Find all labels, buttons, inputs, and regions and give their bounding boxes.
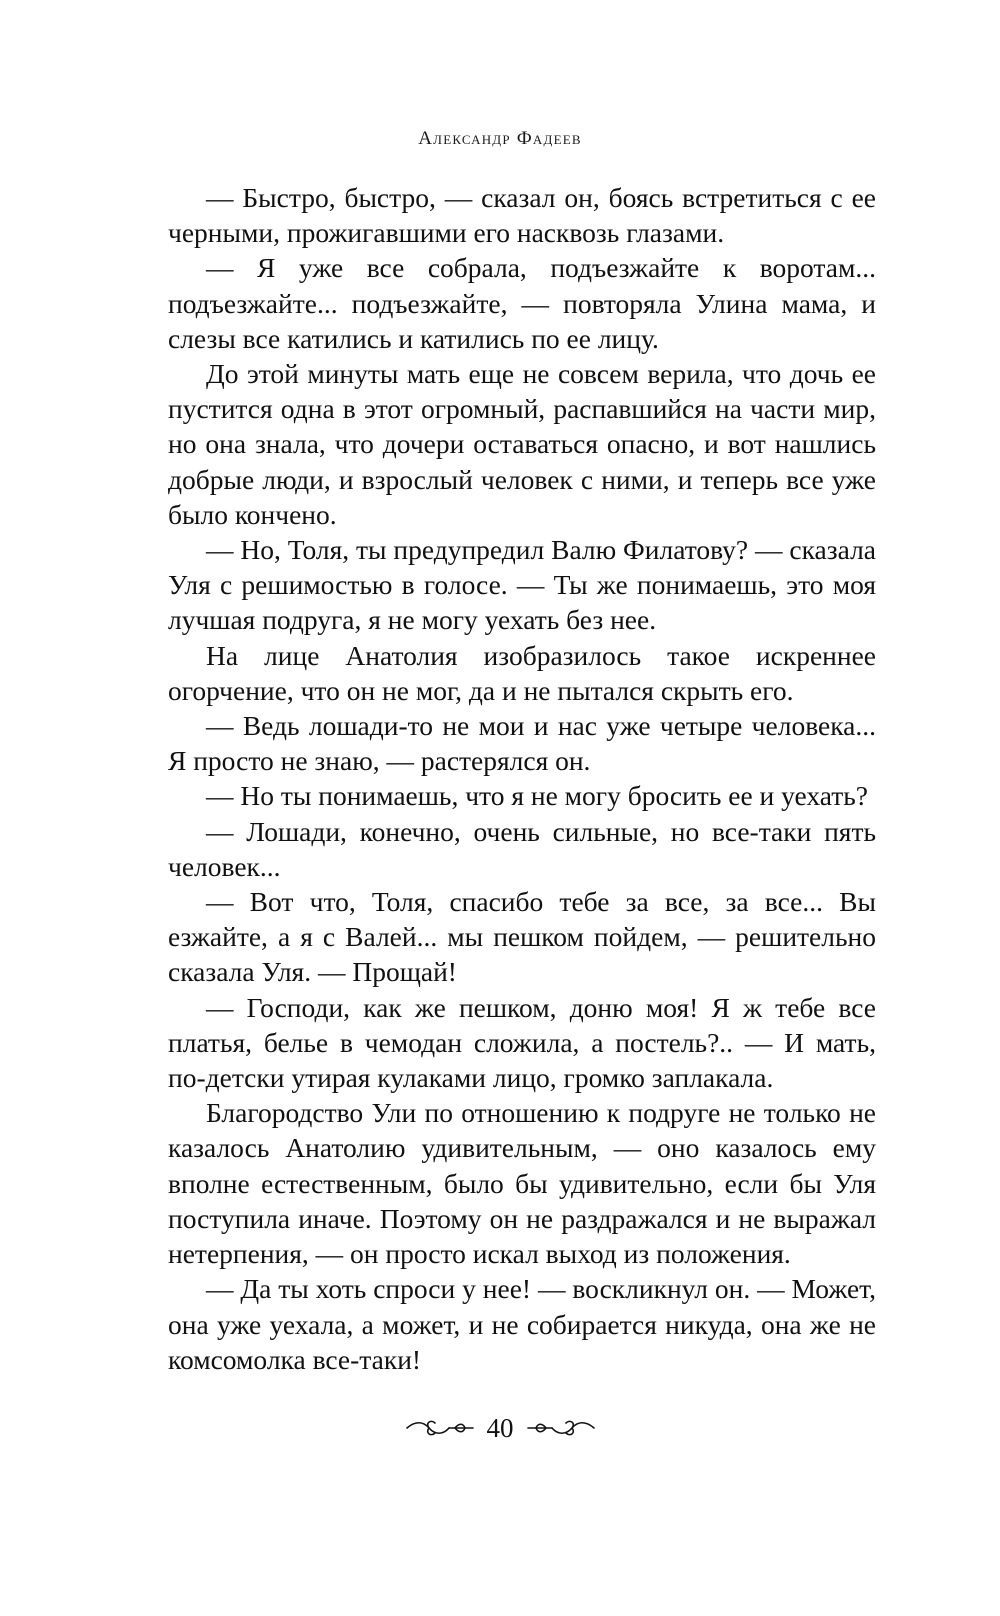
page-number: 40	[486, 1412, 514, 1443]
paragraph: На лице Анатолия изобразилось такое искреннее огорчение, что он не мог, да и не пытался скрыть его.	[168, 639, 876, 706]
paragraph: — Но ты понимаешь, что я не могу бросить ее и уехать?	[206, 780, 869, 812]
body-text	[168, 180, 876, 1377]
paragraph: — Но, Толя, ты предупредил Валю Филатову? — сказала Уля с решимостью в голосе. — Ты же понимаешь, это моя лучшая подруга, я не могу уехать без нее.	[168, 534, 876, 636]
page-folio	[0, 1408, 1000, 1448]
vine-flourish-right-icon	[526, 1417, 596, 1439]
paragraph: — Да ты хоть спроси у нее! — воскликнул он. — Может, она уже уехала, а может, и не собирается никуда, она же не комсомолка все-таки!	[168, 1273, 876, 1375]
paragraph: — Лошади, конечно, очень сильные, но все-таки пять человек...	[168, 815, 876, 882]
paragraph: — Я уже все собрала, подъезжайте к воротам... подъезжайте... подъезжайте, — повторяла Улина мама, и слезы все катились и катились по ее лицу.	[168, 252, 876, 354]
paragraph: — Господи, как же пешком, доню моя! Я ж тебе все платья, белье в чемодан сложила, а постель?.. — И мать, по-детски утирая кулаками лицо, громко заплакала.	[168, 991, 876, 1094]
paragraph: Благородство Ули по отношению к подруге не только не казалось Анатолию удивительным, — оно казалось ему вполне естественным, было бы удивительно, если бы Уля поступила иначе. Поэтому он не раздражался и не выражал нетерпения, — он просто искал выход из положения.	[168, 1097, 876, 1270]
running-head-author: Александр Фадеев	[418, 128, 582, 149]
paragraph: — Вот что, Толя, спасибо тебе за все, за все... Вы езжайте, а я с Валей... мы пешком пойдем, — решительно сказала Уля. — Прощай!	[168, 886, 876, 988]
paragraph: — Ведь лошади-то не мои и нас уже четыре человека... Я просто не знаю, — растерялся он.	[168, 710, 876, 777]
paragraph: — Быстро, быстро, — сказал он, боясь встретиться с ее черными, прожигавшими его насквозь глазами.	[168, 182, 876, 249]
paragraph: До этой минуты мать еще не совсем верила, что дочь ее пустится одна в этот огромный, распавшийся на части мир, но она знала, что дочери оставаться опасно, и вот нашлись добрые люди, и взрослый человек с ними, и теперь все уже было кончено.	[168, 358, 876, 530]
vine-flourish-left-icon	[405, 1417, 475, 1439]
